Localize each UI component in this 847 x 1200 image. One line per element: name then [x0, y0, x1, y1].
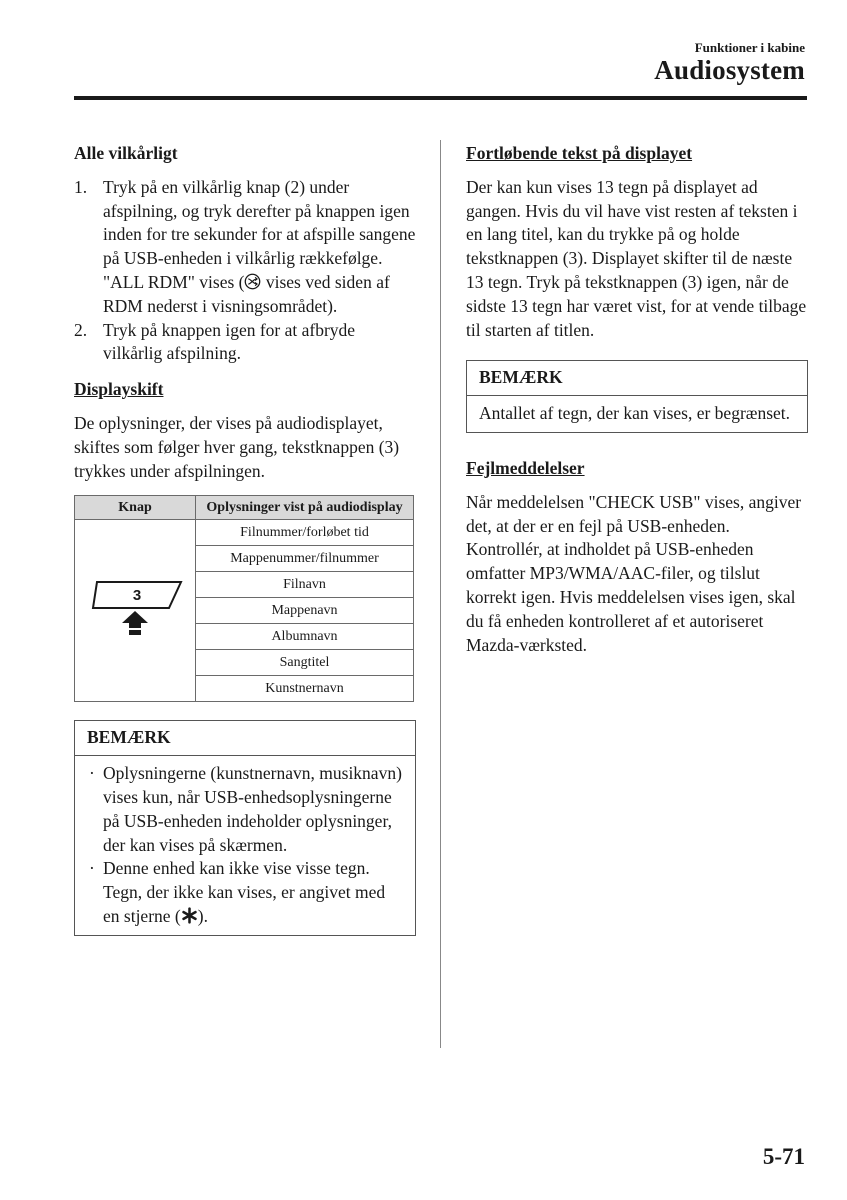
step-text: Tryk på knappen igen for at afbryde vilkårlig afspilning. — [103, 319, 356, 364]
column-divider — [440, 140, 441, 1048]
note-text: Antallet af tegn, der kan vises, er begrænset. — [479, 403, 791, 424]
note-item — [87, 857, 403, 928]
display-paragraph: De oplysninger, der vises på audiodisplayet, skiftes som følger hver gang, tekstknappen (3) trykkes under afspilningen. — [74, 412, 400, 481]
heading-random: Alle vilkårligt — [74, 143, 178, 163]
step-text: Tryk på en vilkårlig knap (2) under afspilning, og tryk derefter på knappen igen inden for tre sekunder for at afspille sangene på USB-enheden i vilkårlig rækkefølge. "ALL RDM" vises ( — [103, 176, 416, 292]
table-cell: Filnavn — [196, 572, 414, 598]
display-info-table — [74, 495, 414, 702]
note-text-end: ). — [197, 905, 208, 926]
note-body — [75, 756, 415, 935]
button-number-label: 3 — [132, 587, 142, 605]
table-cell: Mappenavn — [196, 598, 414, 624]
table-cell: Filnummer/forløbet tid — [196, 520, 414, 546]
table-header-knap: Knap — [75, 496, 196, 520]
note-text: Denne enhed kan ikke vise visse tegn. Tegn, der ikke kan vises, er angivet med en stjerne ( — [103, 858, 386, 926]
step-number: 2. — [74, 319, 88, 340]
right-column — [466, 142, 808, 657]
text-button-icon — [85, 587, 185, 642]
errors-paragraph: Når meddelelsen "CHECK USB" vises, angiver det, at der er en fejl på USB-enheden. Kontrollér, at indholdet på USB-enheden omfatter MP3/WMA/AAC-filer, og tilslut korrekt igen. Hvis meddelelsen vises igen, skal du få enheden kontrolleret af et autoriseret Mazda-værksted. — [466, 491, 802, 655]
note-box-left — [74, 720, 416, 935]
heading-display: Displayskift — [74, 379, 164, 400]
random-play-icon — [244, 273, 261, 290]
table-header-info: Oplysninger vist på audiodisplay — [196, 496, 414, 520]
note-title: BEMÆRK — [75, 721, 415, 756]
step-text-cont: vises ved siden af RDM nederst i visningsområdet). — [103, 271, 390, 316]
bullet: · — [89, 858, 95, 879]
bullet: · — [89, 763, 95, 784]
step-item — [74, 319, 416, 367]
asterisk-icon — [181, 907, 198, 924]
left-column — [74, 142, 416, 936]
note-item — [87, 762, 403, 857]
scroll-paragraph: Der kan kun vises 13 tegn på displayet ad gangen. Hvis du vil have vist resten af teksten i en lang titel, kan du trykke på og holde tekstknappen (3). Displayet skifter til de næste 13 tegn. Tryk på tekstknappen (3) igen, når de sidste 13 tegn har været vist, for at vende tilbage til starten af titlen. — [466, 176, 807, 340]
note-title: BEMÆRK — [467, 361, 807, 396]
page-number: 5-71 — [762, 1144, 805, 1169]
table-cell: Sangtitel — [196, 650, 414, 676]
table-button-cell — [75, 520, 196, 702]
page-title: Audiosystem — [654, 55, 805, 85]
note-box-right — [466, 360, 808, 433]
header-section: Funktioner i kabine — [694, 40, 805, 55]
table-row — [75, 520, 414, 546]
heading-errors: Fejlmeddelelser — [466, 457, 585, 478]
header-rule — [74, 96, 807, 100]
table-cell: Kunstnernavn — [196, 676, 414, 702]
table-cell: Albumnavn — [196, 624, 414, 650]
table-cell: Mappenummer/filnummer — [196, 546, 414, 572]
step-item — [74, 176, 416, 319]
step-number: 1. — [74, 176, 88, 197]
random-steps — [74, 176, 416, 366]
heading-scroll: Fortløbende tekst på displayet — [466, 143, 693, 163]
note-text: Oplysningerne (kunstnernavn, musiknavn) vises kun, når USB-enhedsoplysningerne på USB-enheden indeholder oplysninger, der kan vises på skærmen. — [103, 763, 402, 855]
